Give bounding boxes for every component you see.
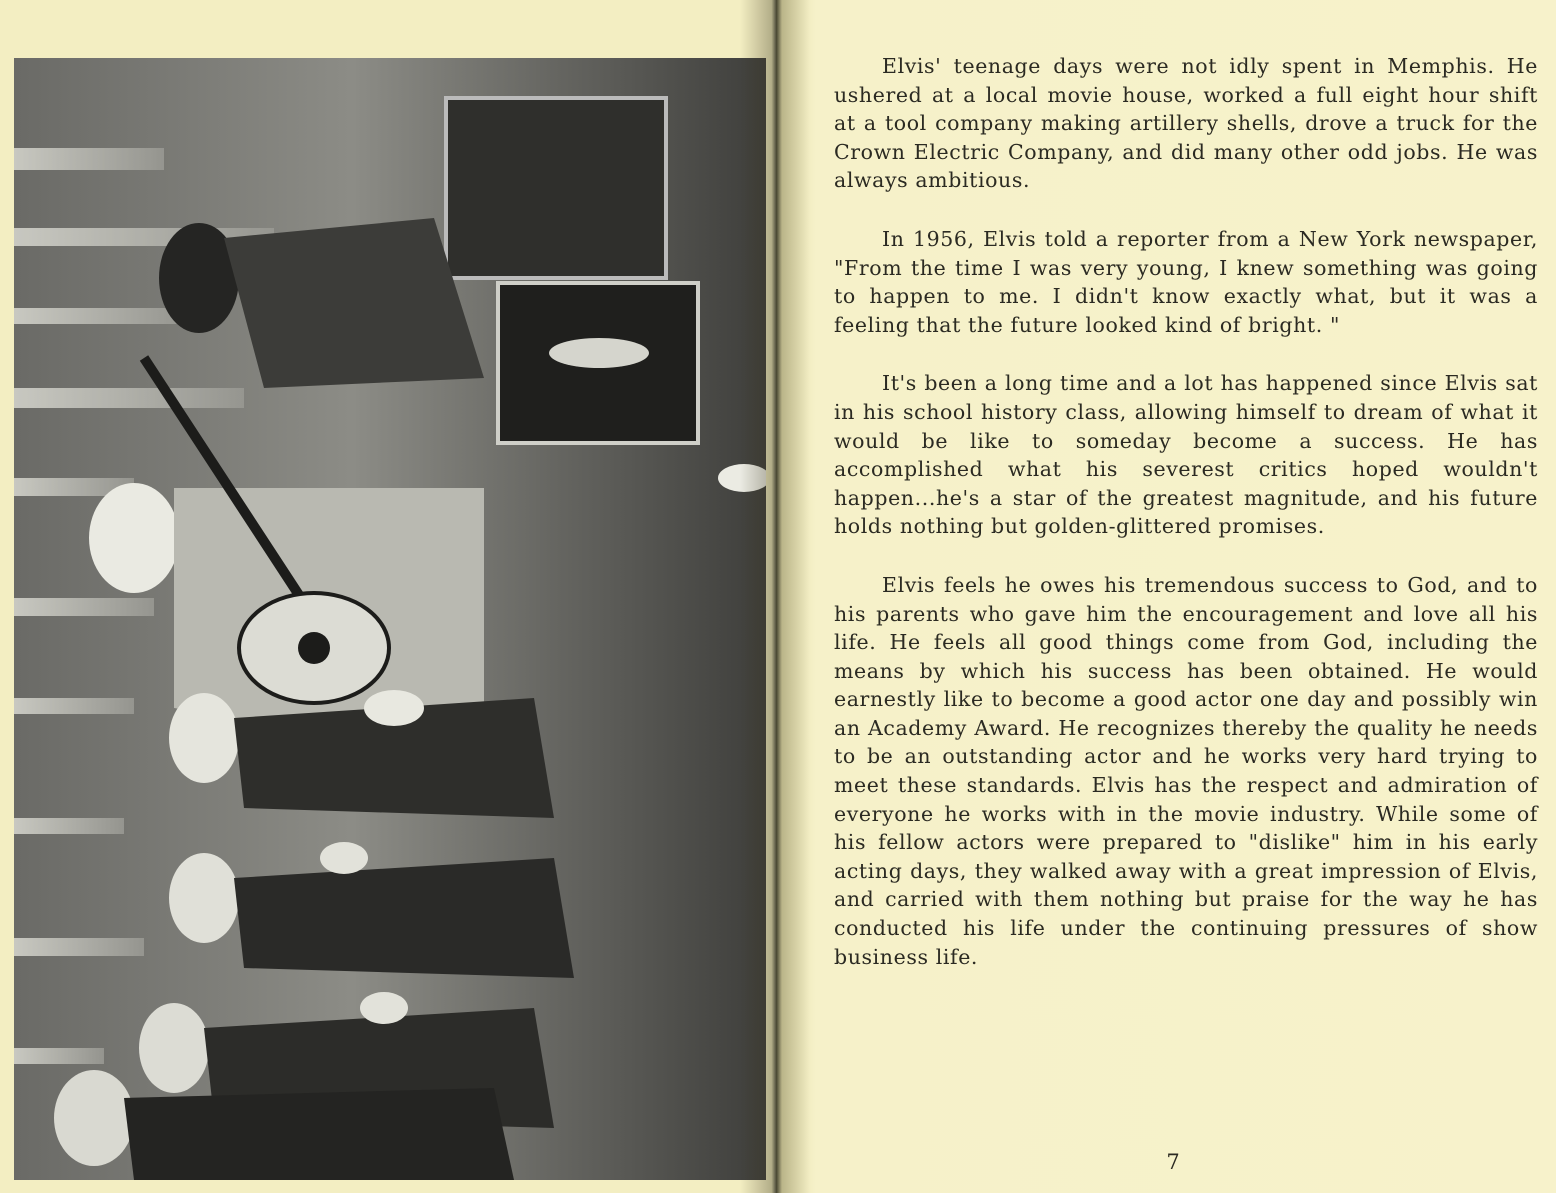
paragraph-4: Elvis feels he owes his tremendous success to God, and to his parents who gave him the encouragement and love all his life. He feels all good things come from God, including the means by which his success has been obtained. He would earnestly like to become a good actor one day and possibly win an Academy Award. He recognizes thereby the quality he needs to be an outstanding actor and he works very hard trying to meet these standards. Elvis has the respect and admiration of everyone he works with in the movie industry. While some of his fellow actors were prepared to "dislike" him in his early acting days, they walked away with a great impression of Elvis, and carried with them nothing but praise for the way he has conducted his life under the continuing pressures of show business life. [834,572,1538,969]
paragraph-2: In 1956, Elvis told a reporter from a New York newspaper, "From the time I was very young, I knew something was going to happen to me. I didn't know exactly what, but it was a feeling that the future looked kind of bright. " [834,226,1538,337]
paragraph-3: It's been a long time and a lot has happened since Elvis sat in his school history class, allowing himself to dream of what it would be like to someday become a success. He has accomplished what his severest critics hoped wouldn't happen...he's a star of the greatest magnitude, and his future holds nothing but golden-glittered promises. [834,371,1538,539]
book-gutter [740,0,810,1193]
left-page [0,0,776,1193]
paragraph-1: Elvis' teenage days were not idly spent in Memphis. He ushered at a local movie house, worked a full eight hour shift at a tool company making artillery shells, drove a truck for the Crown Electric Company, and did many other odd jobs. He was always ambitious. [834,54,1538,193]
body-text [834,52,1538,1001]
photo-elvis-performing [14,58,766,1180]
page-number: 7 [1166,1150,1180,1174]
photo-illustration [14,58,766,1180]
